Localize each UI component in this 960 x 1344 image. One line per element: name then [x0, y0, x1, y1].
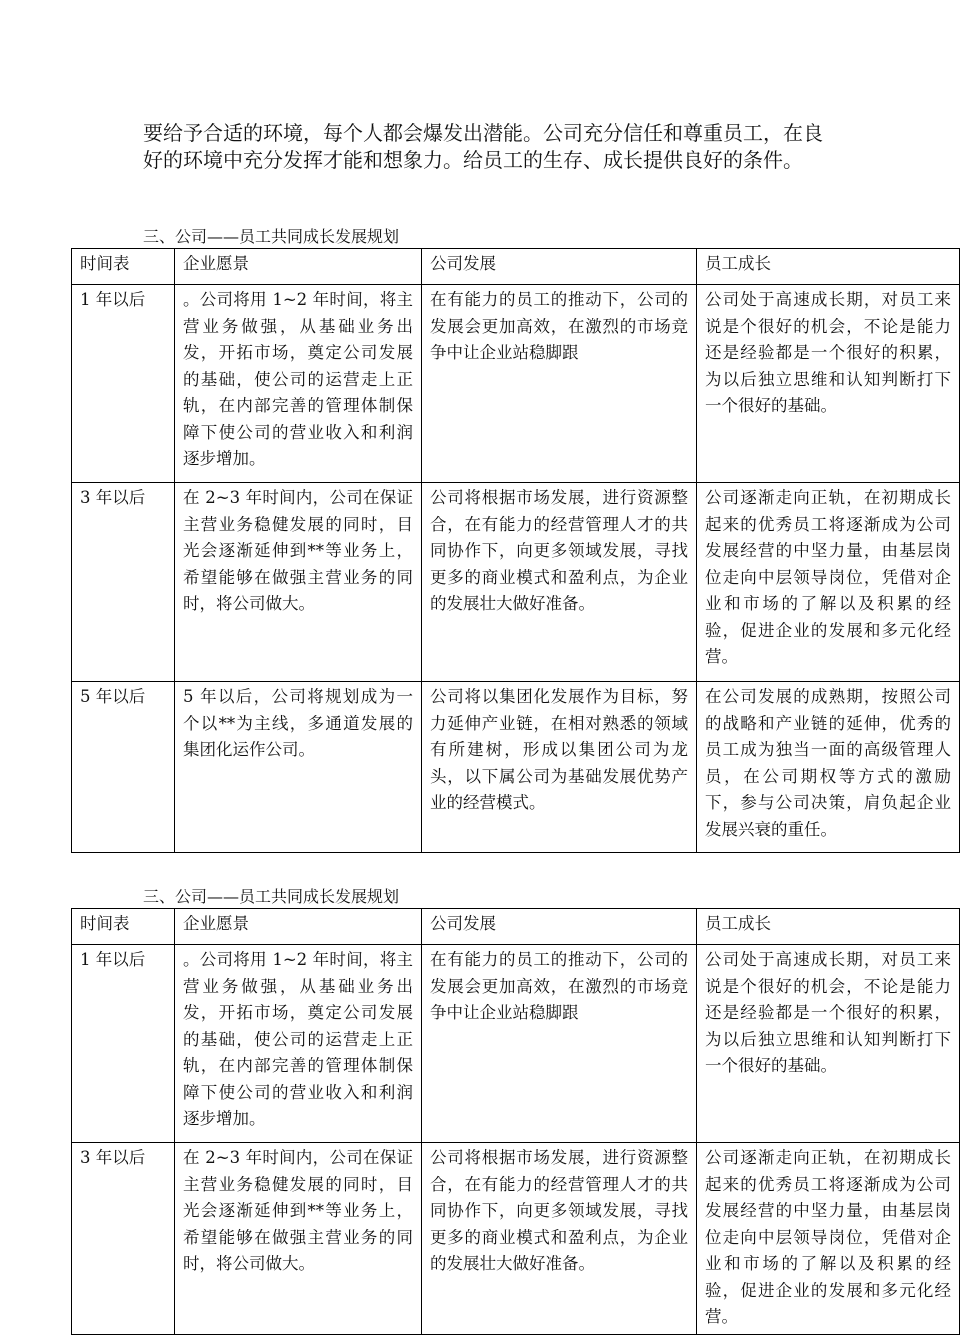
- period-cell: 3 年以后: [72, 483, 175, 682]
- vision-cell: 在 2~3 年时间内，公司在保证主营业务稳健发展的同时，目光会逐渐延伸到**等业务上，希望能够在做强主营业务的同时，将公司做大。: [175, 483, 422, 682]
- growth-cell: 公司处于高速成长期，对员工来说是个很好的机会，不论是能力还是经验都是一个很好的积累，为以后独立思维和认知判断打下一个很好的基础。: [697, 285, 960, 483]
- vision-cell: 。公司将用 1~2 年时间，将主营业务做强，从基础业务出发，开拓市场，奠定公司发展的基础，使公司的运营走上正轨，在内部完善的管理体制保障下使公司的营业收入和利润逐步增加。: [175, 945, 422, 1143]
- development-cell: 在有能力的员工的推动下，公司的发展会更加高效，在激烈的市场竞争中让企业站稳脚跟: [422, 285, 697, 483]
- header-vision: 企业愿景: [175, 249, 422, 285]
- growth-cell: 公司逐渐走向正轨，在初期成长起来的优秀员工将逐渐成为公司发展经营的中坚力量，由基层岗位走向中层领导岗位，凭借对企业和市场的了解以及积累的经验，促进企业的发展和多元化经营。: [697, 1143, 960, 1335]
- header-development: 公司发展: [422, 909, 697, 945]
- development-cell: 在有能力的员工的推动下，公司的发展会更加高效，在激烈的市场竞争中让企业站稳脚跟: [422, 945, 697, 1143]
- header-timeline: 时间表: [72, 249, 175, 285]
- header-growth: 员工成长: [697, 909, 960, 945]
- vision-cell: 5 年以后，公司将规划成为一个以**为主线，多通道发展的集团化运作公司。: [175, 682, 422, 853]
- development-cell: 公司将根据市场发展，进行资源整合，在有能力的经营管理人才的共同协作下，向更多领域发展，寻找更多的商业模式和盈利点，为企业的发展壮大做好准备。: [422, 483, 697, 682]
- development-cell: 公司将根据市场发展，进行资源整合，在有能力的经营管理人才的共同协作下，向更多领域发展，寻找更多的商业模式和盈利点，为企业的发展壮大做好准备。: [422, 1143, 697, 1335]
- header-growth: 员工成长: [697, 249, 960, 285]
- section-title-repeat: 三、公司——员工共同成长发展规划: [143, 887, 400, 906]
- period-cell: 5 年以后: [72, 682, 175, 853]
- growth-cell: 公司处于高速成长期，对员工来说是个很好的机会，不论是能力还是经验都是一个很好的积累，为以后独立思维和认知判断打下一个很好的基础。: [697, 945, 960, 1143]
- vision-cell: 在 2~3 年时间内，公司在保证主营业务稳健发展的同时，目光会逐渐延伸到**等业务上，希望能够在做强主营业务的同时，将公司做大。: [175, 1143, 422, 1335]
- growth-cell: 公司逐渐走向正轨，在初期成长起来的优秀员工将逐渐成为公司发展经营的中坚力量，由基层岗位走向中层领导岗位，凭借对企业和市场的了解以及积累的经验，促进企业的发展和多元化经营。: [697, 483, 960, 682]
- intro-paragraph: 要给予合适的环境，每个人都会爆发出潜能。公司充分信任和尊重员工，在良好的环境中充分发挥才能和想象力。给员工的生存、成长提供良好的条件。: [143, 121, 823, 172]
- growth-plan-table-repeat: [71, 908, 960, 1335]
- period-cell: 1 年以后: [72, 945, 175, 1143]
- header-vision: 企业愿景: [175, 909, 422, 945]
- period-cell: 1 年以后: [72, 285, 175, 483]
- growth-cell: 在公司发展的成熟期，按照公司的战略和产业链的延伸，优秀的员工成为独当一面的高级管理人员，在公司期权等方式的激励下，参与公司决策，肩负起企业发展兴衰的重任。: [697, 682, 960, 853]
- table-row: [72, 945, 960, 1143]
- section-title: 三、公司——员工共同成长发展规划: [143, 227, 400, 246]
- vision-cell: 。公司将用 1~2 年时间，将主营业务做强，从基础业务出发，开拓市场，奠定公司发展的基础，使公司的运营走上正轨，在内部完善的管理体制保障下使公司的营业收入和利润逐步增加。: [175, 285, 422, 483]
- period-cell: 3 年以后: [72, 1143, 175, 1335]
- header-development: 公司发展: [422, 249, 697, 285]
- table-row: [72, 1143, 960, 1335]
- header-timeline: 时间表: [72, 909, 175, 945]
- development-cell: 公司将以集团化发展作为目标，努力延伸产业链，在相对熟悉的领域有所建树，形成以集团公司为龙头，以下属公司为基础发展优势产业的经营模式。: [422, 682, 697, 853]
- table-header-row: [72, 909, 960, 945]
